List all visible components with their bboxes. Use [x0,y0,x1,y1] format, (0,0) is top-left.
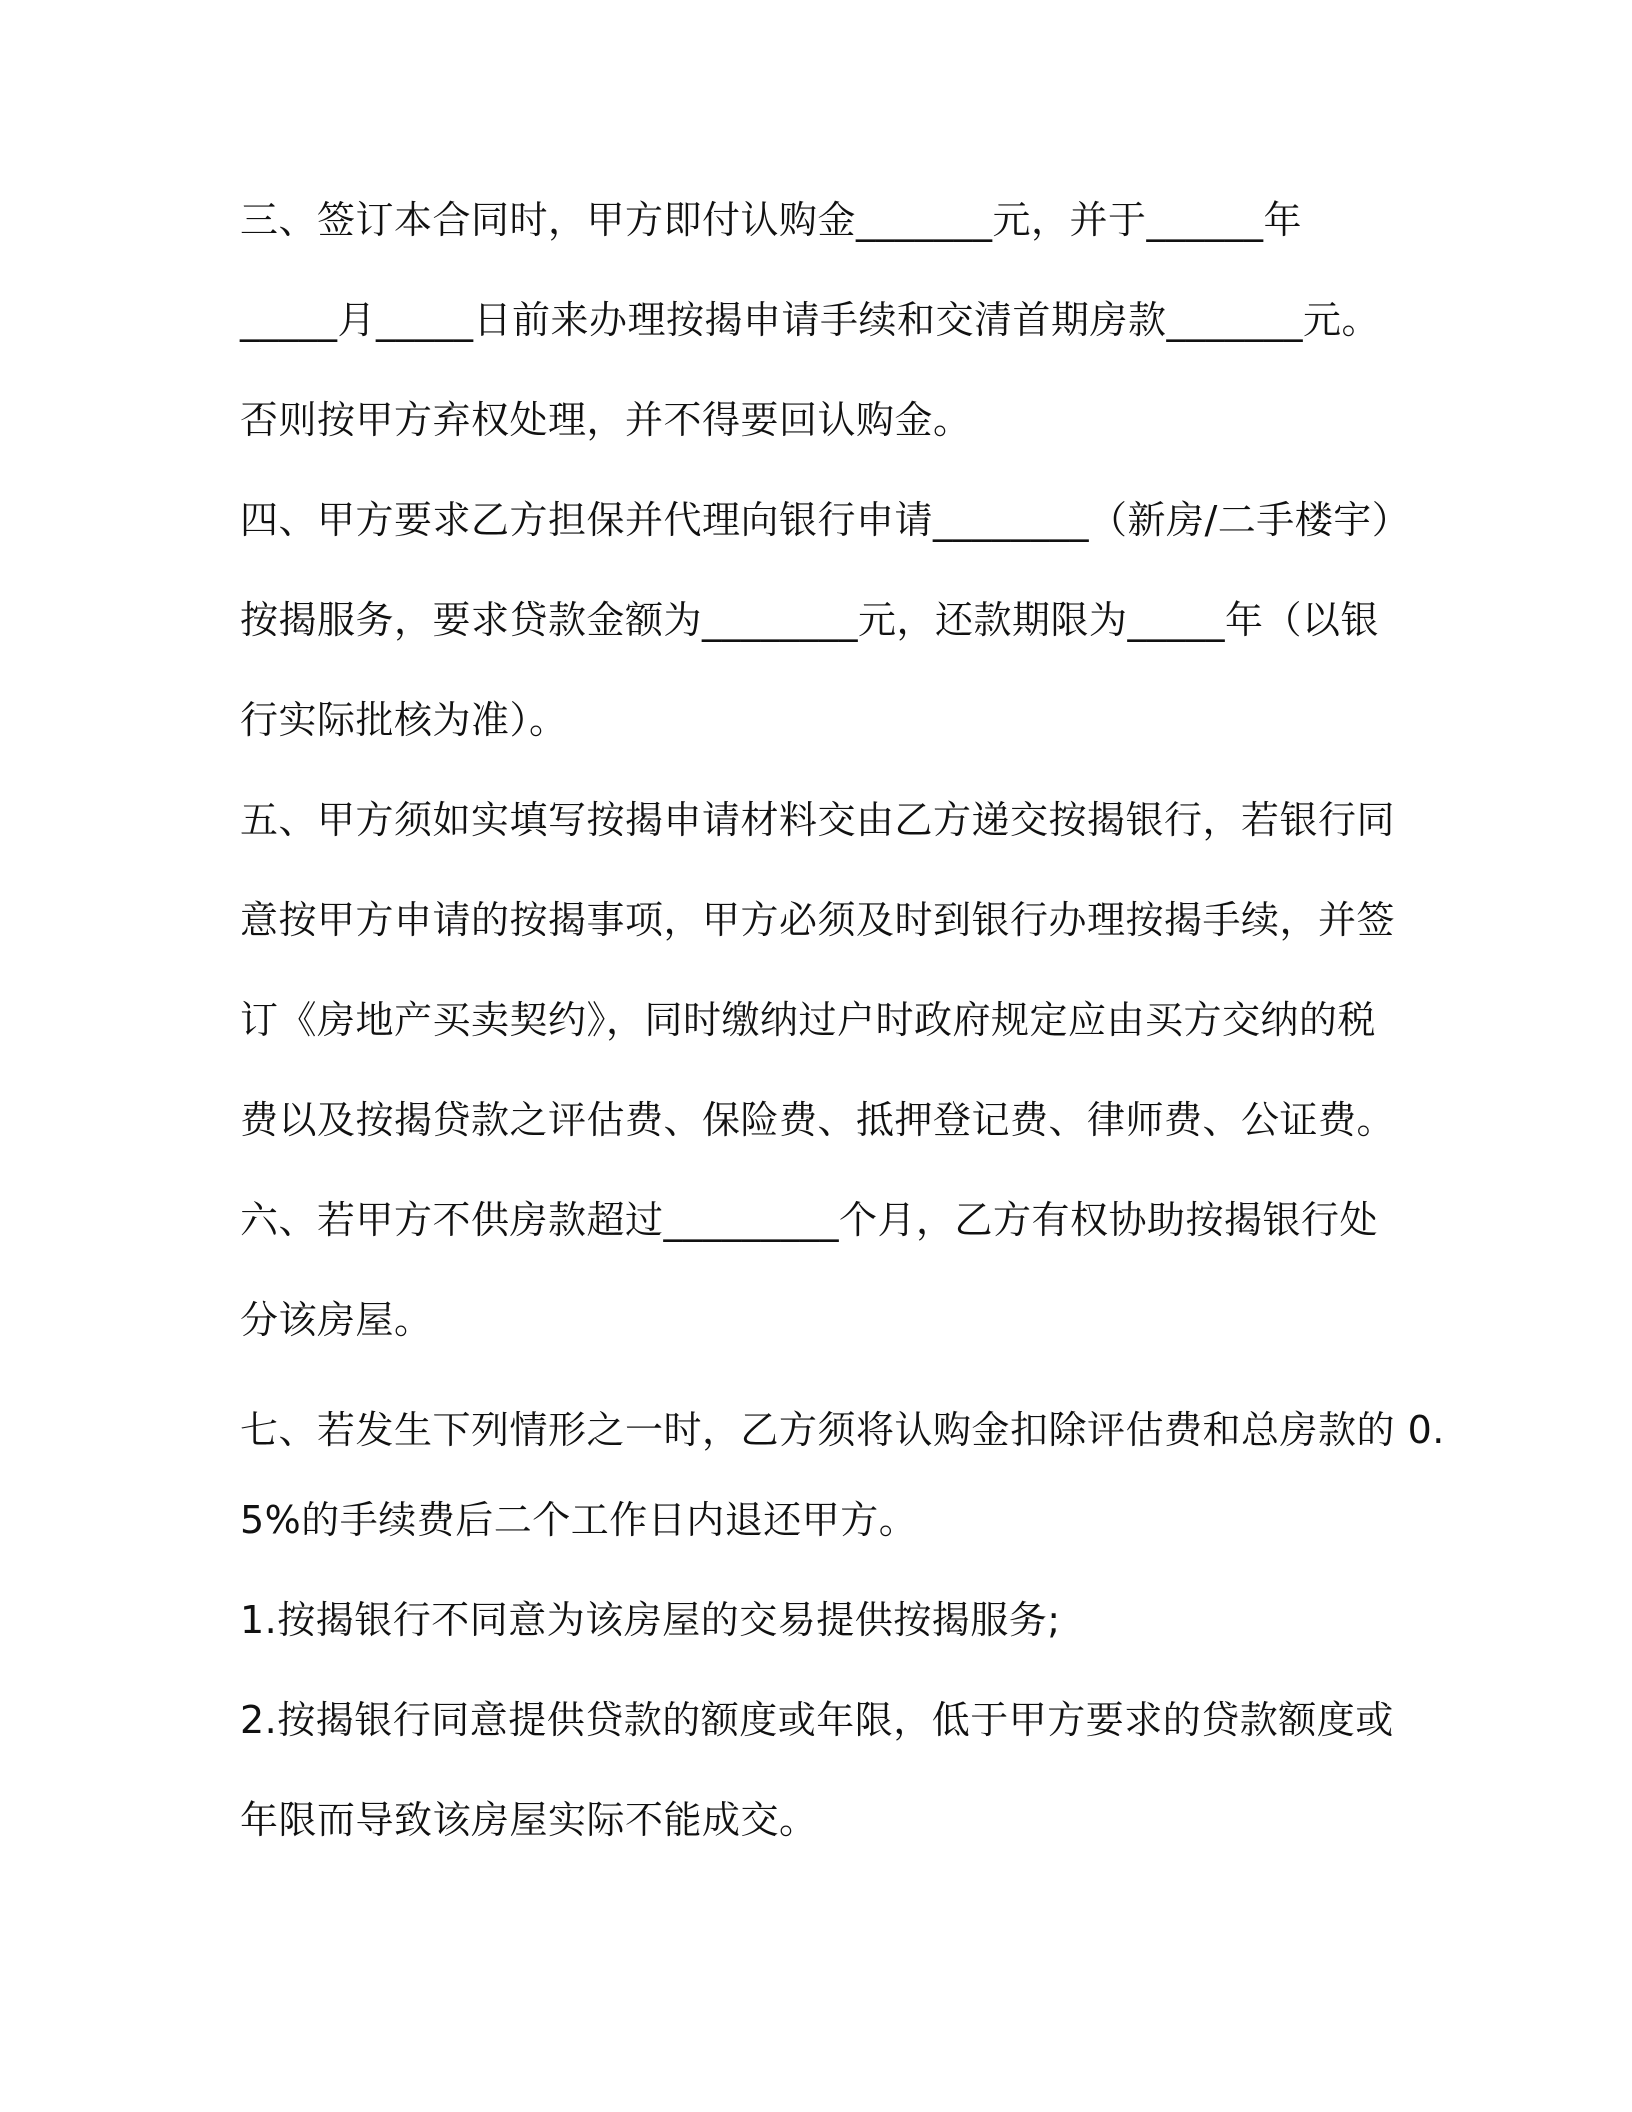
clause-4-line-1: 四、甲方要求乙方担保并代理向银行申请________（新房/二手楼宇） [240,498,1411,542]
item-2-line-2: 年限而导致该房屋实际不能成交。 [240,1798,818,1842]
item-2-line-1: 2.按揭银行同意提供贷款的额度或年限，低于甲方要求的贷款额度或 [240,1698,1394,1742]
clause-4-line-3: 行实际批核为准）。 [240,698,568,742]
clause-7-line-2: 5%的手续费后二个工作日内退还甲方。 [240,1498,918,1542]
clause-3-line-1: 三、签订本合同时，甲方即付认购金_______元，并于______年 [240,198,1303,242]
clause-3-line-3: 否则按甲方弃权处理，并不得要回认购金。 [240,398,972,442]
clause-6-line-2: 分该房屋。 [240,1298,433,1342]
clause-6-line-1: 六、若甲方不供房款超过_________个月，乙方有权协助按揭银行处 [240,1198,1379,1242]
clause-3-line-2: _____月_____日前来办理按揭申请手续和交清首期房款_______元。 [240,298,1381,342]
clause-5-line-1: 五、甲方须如实填写按揭申请材料交由乙方递交按揭银行，若银行同 [240,798,1396,842]
clause-5-line-4: 费以及按揭贷款之评估费、保险费、抵押登记费、律师费、公证费。 [240,1098,1396,1142]
clause-7-line-1: 七、若发生下列情形之一时，乙方须将认购金扣除评估费和总房款的 0. [240,1408,1445,1452]
clause-5-line-2: 意按甲方申请的按揭事项，甲方必须及时到银行办理按揭手续，并签 [240,898,1396,942]
clause-5-line-3: 订《房地产买卖契约》，同时缴纳过户时政府规定应由买方交纳的税 [240,998,1377,1042]
item-1-line: 1.按揭银行不同意为该房屋的交易提供按揭服务; [240,1598,1061,1642]
clause-4-line-2: 按揭服务，要求贷款金额为________元，还款期限为_____年（以银 [240,598,1380,642]
